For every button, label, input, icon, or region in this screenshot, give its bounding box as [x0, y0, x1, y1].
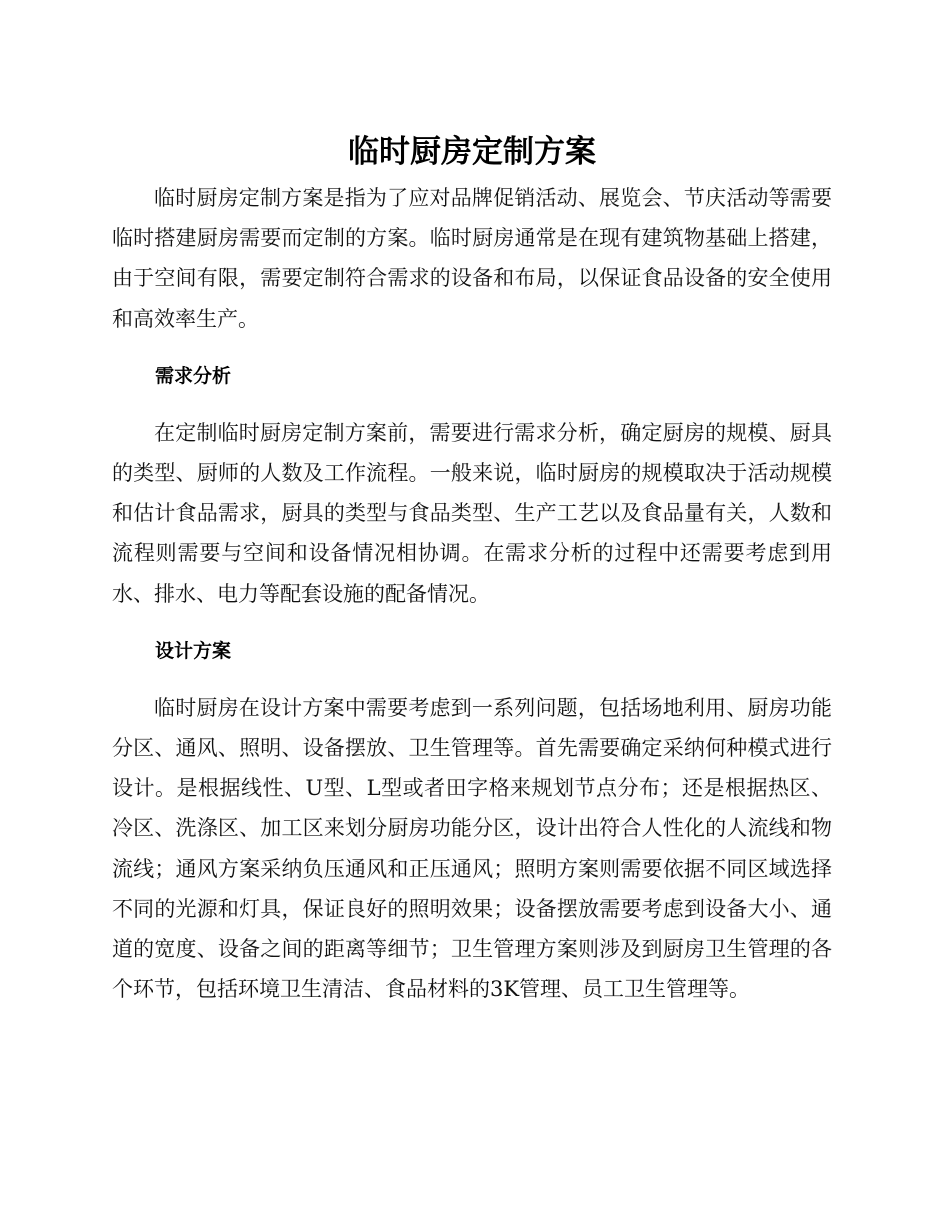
- section-body-requirements: 在定制临时厨房定制方案前，需要进行需求分析，确定厨房的规模、厨具的类型、厨师的人数及工作流程。一般来说，临时厨房的规模取决于活动规模和估计食品需求，厨具的类型与食品类型、生产工艺以及食品量有关，人数和流程则需要与空间和设备情况相协调。在需求分析的过程中还需要考虑到用水、排水、电力等配套设施的配备情况。: [112, 420, 832, 606]
- section-heading-design: 设计方案: [155, 639, 232, 662]
- section-heading-requirements: 需求分析: [155, 364, 232, 387]
- intro-paragraph: 临时厨房定制方案是指为了应对品牌促销活动、展览会、节庆活动等需要临时搭建厨房需要而定制的方案。临时厨房通常是在现有建筑物基础上搭建，由于空间有限，需要定制符合需求的设备和布局，以保证食品设备的安全使用和高效率生产。: [112, 186, 832, 331]
- document-content: [112, 126, 832, 1009]
- document-title: 临时厨房定制方案: [348, 134, 596, 170]
- section-body-design: 临时厨房在设计方案中需要考虑到一系列问题，包括场地利用、厨房功能分区、通风、照明、设备摆放、卫生管理等。首先需要确定采纳何种模式进行设计。是根据线性、U型、L型或者田字格来规划节点分布；还是根据热区、冷区、洗涤区、加工区来划分厨房功能分区，设计出符合人性化的人流线和物流线；通风方案采纳负压通风和正压通风；照明方案则需要依据不同区域选择不同的光源和灯具，保证良好的照明效果；设备摆放需要考虑到设备大小、通道的宽度、设备之间的距离等细节；卫生管理方案则涉及到厨房卫生管理的各个环节，包括环境卫生清洁、食品材料的3K管理、员工卫生管理等。: [112, 695, 832, 1002]
